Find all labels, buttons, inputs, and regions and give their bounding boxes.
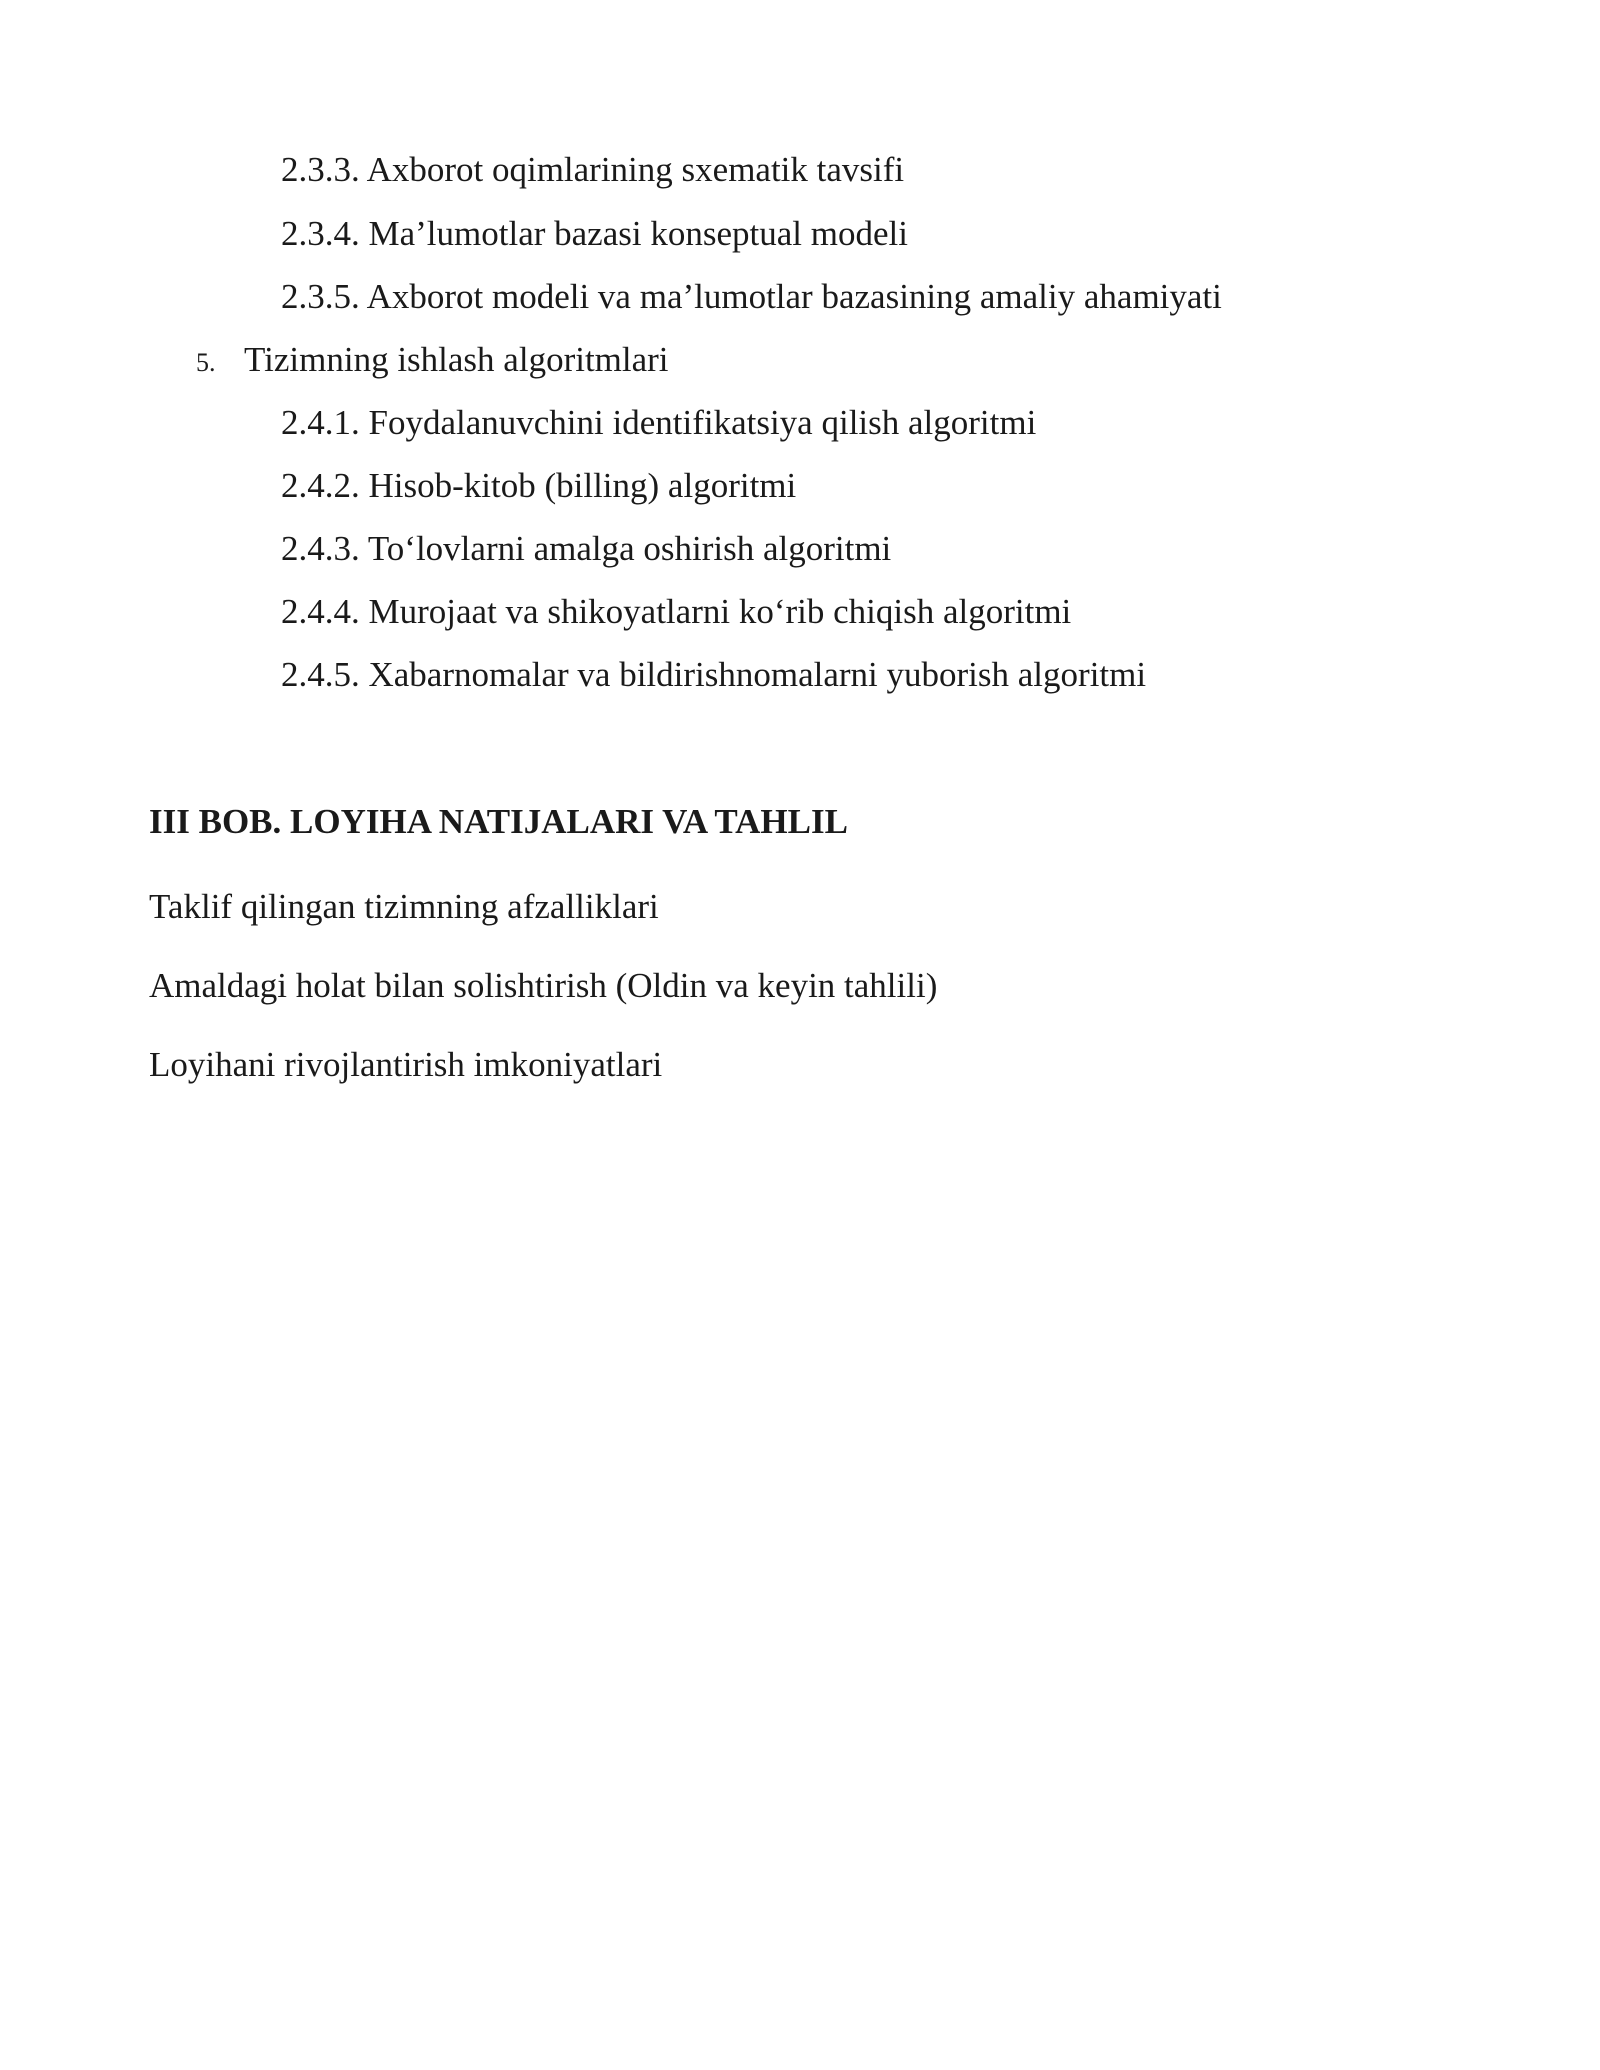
outline-item-2-4-3: 2.4.3. To‘lovlarni amalga oshirish algoritmi <box>281 529 892 568</box>
outline-item-2-4-4: 2.4.4. Murojaat va shikoyatlarni ko‘rib chiqish algoritmi <box>281 592 1072 631</box>
chapter-paragraph-3: Loyihani rivojlantirish imkoniyatlari <box>149 1045 663 1084</box>
numbered-item-5 <box>196 338 669 385</box>
outline-item-2-4-2: 2.4.2. Hisob-kitob (billing) algoritmi <box>281 466 797 505</box>
list-number: 5. <box>196 348 216 377</box>
chapter-paragraph-1: Taklif qilingan tizimning afzalliklari <box>149 887 659 926</box>
outline-item-2-3-4: 2.3.4. Ma’lumotlar bazasi konseptual modeli <box>281 214 908 253</box>
outline-item-2-4-5: 2.4.5. Xabarnomalar va bildirishnomalarni yuborish algoritmi <box>281 655 1147 694</box>
outline-item-2-4-1: 2.4.1. Foydalanuvchini identifikatsiya qilish algoritmi <box>281 403 1037 442</box>
list-item-text: Tizimning ishlash algoritmlari <box>244 340 669 379</box>
chapter-paragraph-2: Amaldagi holat bilan solishtirish (Oldin va keyin tahlili) <box>149 966 938 1005</box>
outline-item-2-3-3: 2.3.3. Axborot oqimlarining sxematik tavsifi <box>281 150 905 189</box>
outline-item-2-3-5: 2.3.5. Axborot modeli va ma’lumotlar bazasining amaliy ahamiyati <box>281 277 1222 316</box>
chapter-heading: III BOB. LOYIHA NATIJALARI VA TAHLIL <box>149 802 848 841</box>
